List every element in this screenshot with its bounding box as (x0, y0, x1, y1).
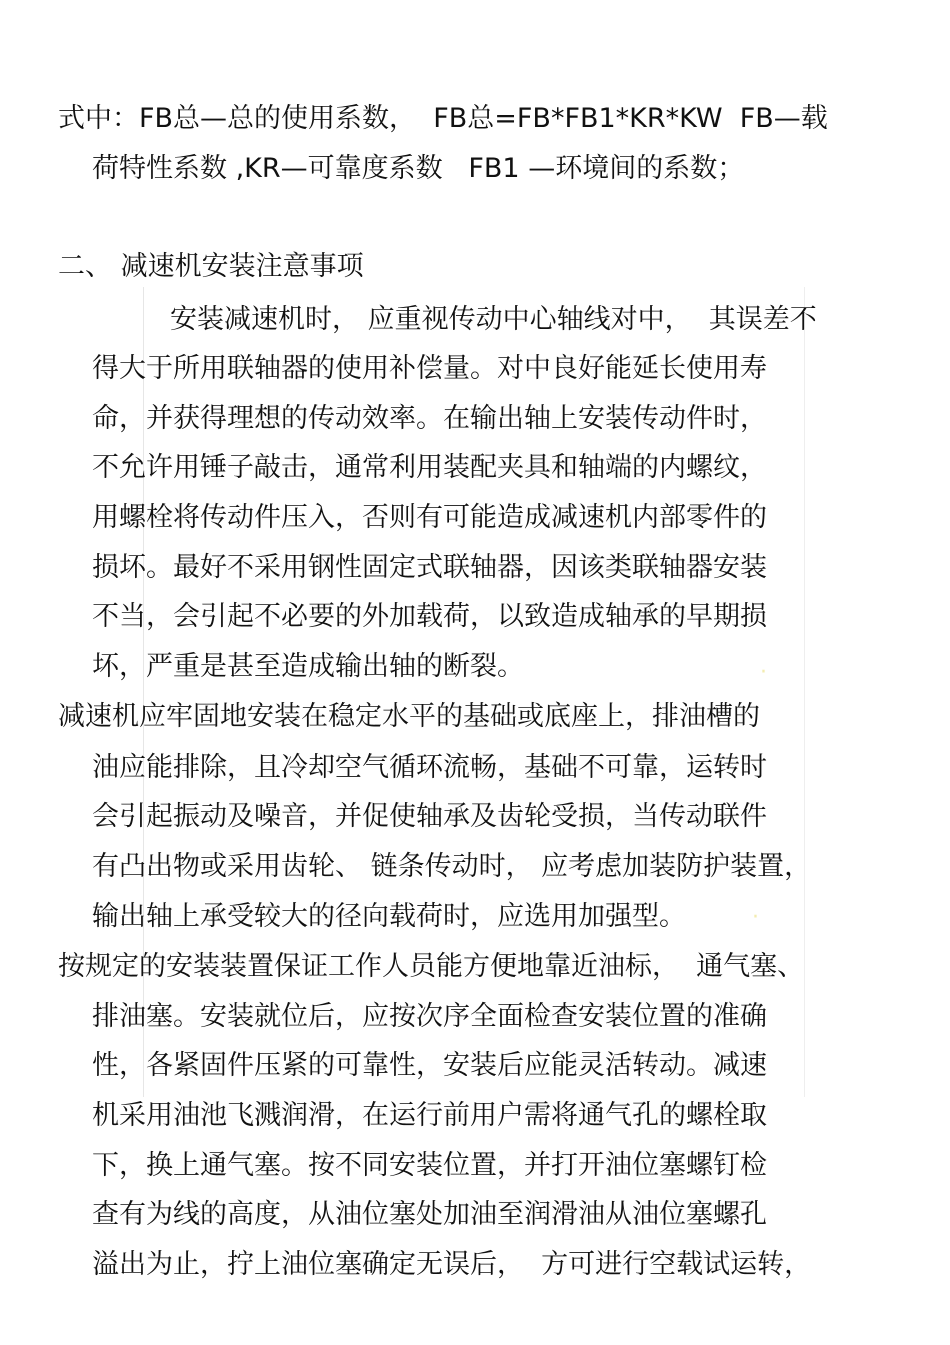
paragraph-line: 输出轴上承受较大的径向载荷时，应选用加强型。 (92, 901, 686, 932)
watermark-dot: · (752, 905, 759, 930)
paragraph-line: 命，并获得理想的传动效率。在输出轴上安装传动件时， (92, 403, 767, 434)
paragraph-line: 会引起振动及噪音，并促使轴承及齿轮受损，当传动联件 (92, 801, 767, 832)
paragraph-line: 有凸出物或采用齿轮、 链条传动时， 应考虑加装防护装置， (92, 851, 812, 882)
paragraph-line: 不允许用锤子敲击，通常利用装配夹具和轴端的内螺纹， (92, 452, 767, 483)
paragraph-line: 按规定的安装装置保证工作人员能方便地靠近油标， 通气塞、 (58, 951, 805, 982)
paragraph-line: 下，换上通气塞。按不同安装位置，并打开油位塞螺钉检 (92, 1150, 767, 1181)
paragraph-line: 损坏。最好不采用钢性固定式联轴器，因该类联轴器安装 (92, 552, 767, 583)
paragraph-line: 性，各紧固件压紧的可靠性，安装后应能灵活转动。减速 (92, 1050, 767, 1081)
paragraph-line: 查有为线的高度，从油位塞处加油至润滑油从油位塞螺孔 (92, 1199, 767, 1230)
paragraph-line: 排油塞。安装就位后，应按次序全面检查安装位置的准确 (92, 1001, 767, 1032)
paragraph-line: 机采用油池飞溅润滑，在运行前用户需将通气孔的螺栓取 (92, 1100, 767, 1131)
formula-line-1: 式中：FB总—总的使用系数， FB总=FB*FB1*KR*KW FB—载 (58, 103, 828, 134)
paragraph-line: 坏，严重是甚至造成输出轴的断裂。 (92, 651, 524, 682)
paragraph-line: 得大于所用联轴器的使用补偿量。对中良好能延长使用寿 (92, 353, 767, 384)
watermark-dot: · (760, 660, 767, 685)
paragraph-line: 油应能排除，且冷却空气循环流畅，基础不可靠，运转时 (92, 752, 767, 783)
section-heading: 二、 减速机安装注意事项 (58, 251, 364, 282)
paragraph-line: 溢出为止，拧上油位塞确定无误后， 方可进行空载试运转， (92, 1249, 812, 1280)
paragraph-line: 用螺栓将传动件压入，否则有可能造成减速机内部零件的 (92, 502, 767, 533)
paragraph-line: 减速机应牢固地安装在稳定水平的基础或底座上，排油槽的 (58, 701, 760, 732)
formula-line-2: 荷特性系数 ,KR—可靠度系数 FB1 —环境间的系数； (92, 153, 745, 184)
paragraph-line: 不当，会引起不必要的外加载荷，以致造成轴承的早期损 (92, 601, 767, 632)
paragraph-line: 安装减速机时， 应重视传动中心轴线对中， 其误差不 (170, 304, 817, 335)
